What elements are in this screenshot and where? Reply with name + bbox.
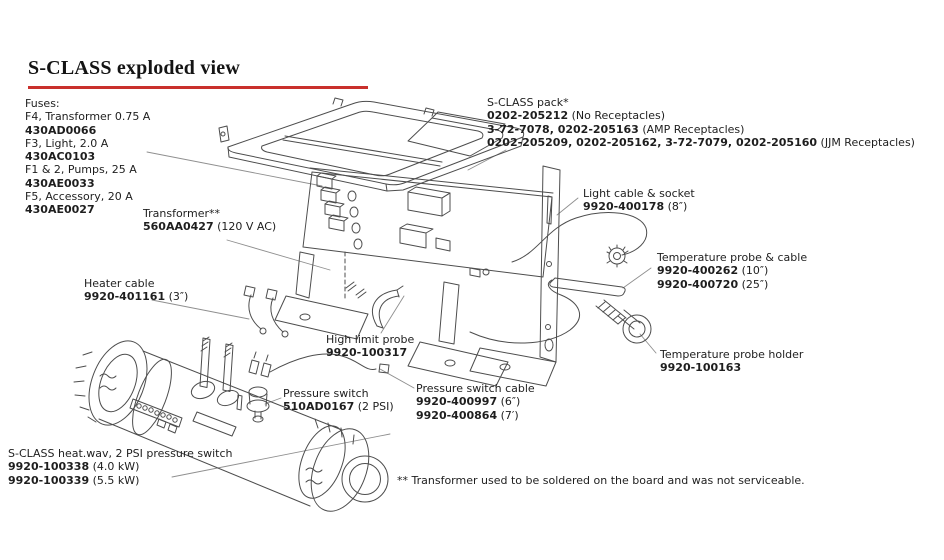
footnote: ** Transformer used to be soldered on the board and was not serviceable. [397, 474, 805, 487]
label-heatwav: S-CLASS heat.wav, 2 PSI pressure switch 9920-100338 (4.0 kW) 9920-100339 (5.5 kW) [8, 447, 233, 487]
label-light-cable: Light cable & socket 9920-400178 (8″) [583, 187, 695, 214]
label-pack: S-CLASS pack* 0202-205212 (No Receptacles) 3-72-7078, 0202-205163 (AMP Receptacles) 0202-205209, 0202-205162, 3-72-7079, 0202-205160 (JJM Receptacles) [487, 96, 915, 149]
label-transformer: Transformer** 560AA0427 (120 V AC) [143, 207, 277, 234]
label-temp-probe: Temperature probe & cable 9920-400262 (10″) 9920-400720 (25″) [657, 251, 808, 291]
label-high-limit: High limit probe 9920-100317 [326, 333, 415, 360]
heater-cable-drawing [244, 286, 288, 337]
pack-chassis-drawing [275, 166, 560, 386]
probe-holder-drawing [596, 300, 651, 343]
label-pressure-switch-cable: Pressure switch cable 9920-400997 (6″) 9920-400864 (7′) [416, 382, 535, 422]
light-cable-drawing [512, 213, 647, 267]
page-title: S-CLASS exploded view [28, 57, 241, 79]
label-probe-holder: Temperature probe holder 9920-100163 [660, 348, 804, 375]
label-heater-cable: Heater cable 9920-401161 (3″) [84, 277, 189, 304]
label-pressure-switch: Pressure switch 510AD0167 (2 PSI) [283, 387, 394, 414]
label-fuses: Fuses: F4, Transformer 0.75 A 430AD0066 F3, Light, 2.0 A 430AC0103 F1 & 2, Pumps, 25 A 430AE0033 F5, Accessory, 20 A 430AE0027 [25, 97, 151, 217]
heater-assembly-drawing [74, 333, 388, 520]
pack-lid-drawing [219, 98, 524, 191]
